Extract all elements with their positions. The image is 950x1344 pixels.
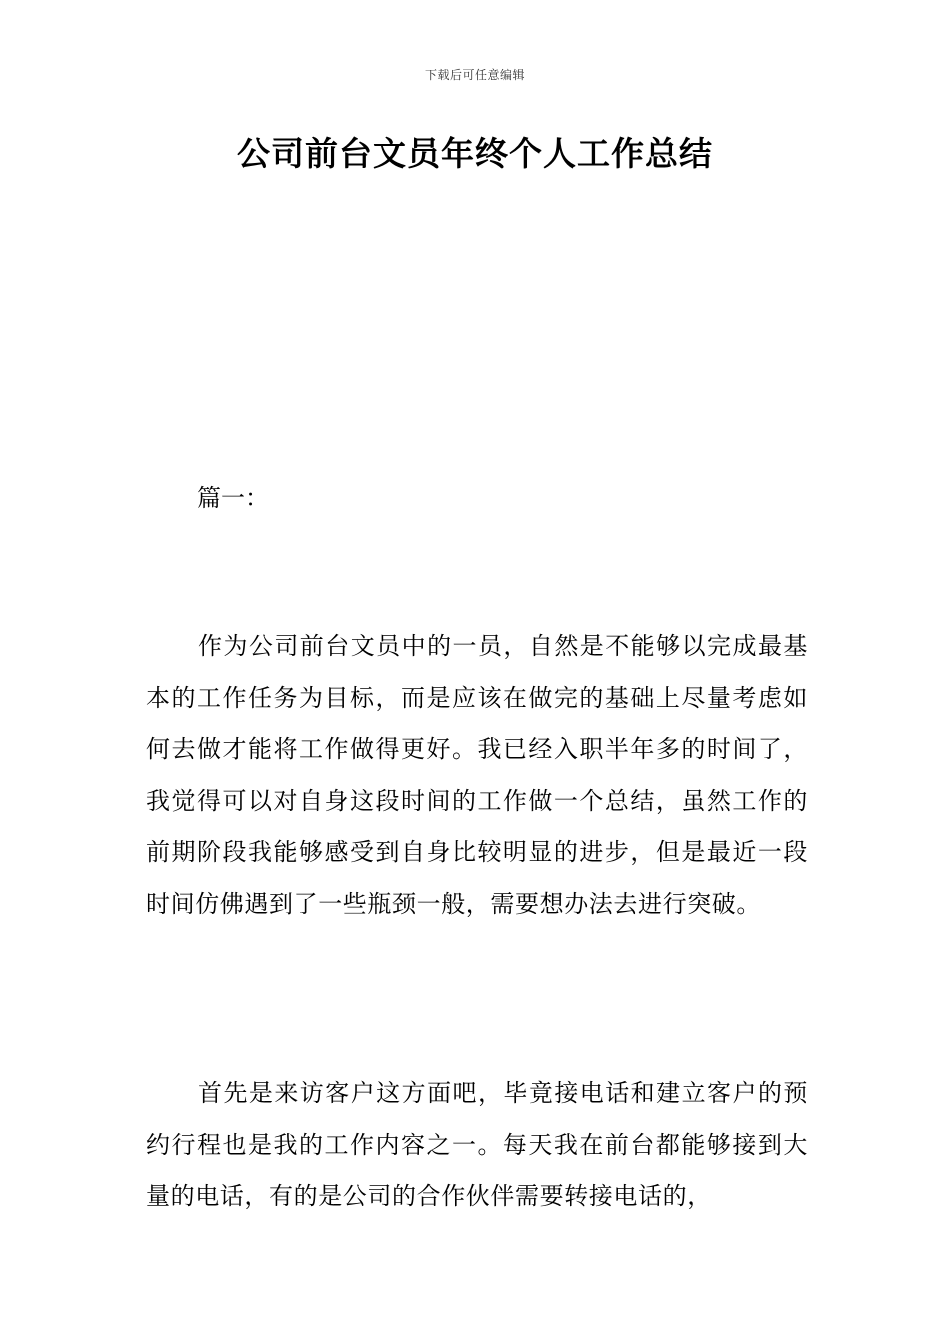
section-label: 篇一：: [197, 484, 269, 512]
document-title: 公司前台文员年终个人工作总结: [237, 134, 713, 173]
header-note: 下载后可任意编辑: [424, 68, 525, 82]
body-paragraph: 首先是来访客户这方面吧，毕竟接电话和建立客户的预约行程也是我的工作内容之一。每天我在前台都能够接到大量的电话，有的是公司的合作伙伴需要转接电话的，: [146, 1079, 808, 1210]
body-paragraph: 作为公司前台文员中的一员，自然是不能够以完成最基本的工作任务为目标，而是应该在做完的基础上尽量考虑如何去做才能将工作做得更好。我已经入职半年多的时间了，我觉得可以对自身这段时间的工作做一个总结，虽然工作的前期阶段我能够感受到自身比较明显的进步，但是最近一段时间仿佛遇到了一些瓶颈一般，需要想办法去进行突破。: [146, 632, 808, 918]
